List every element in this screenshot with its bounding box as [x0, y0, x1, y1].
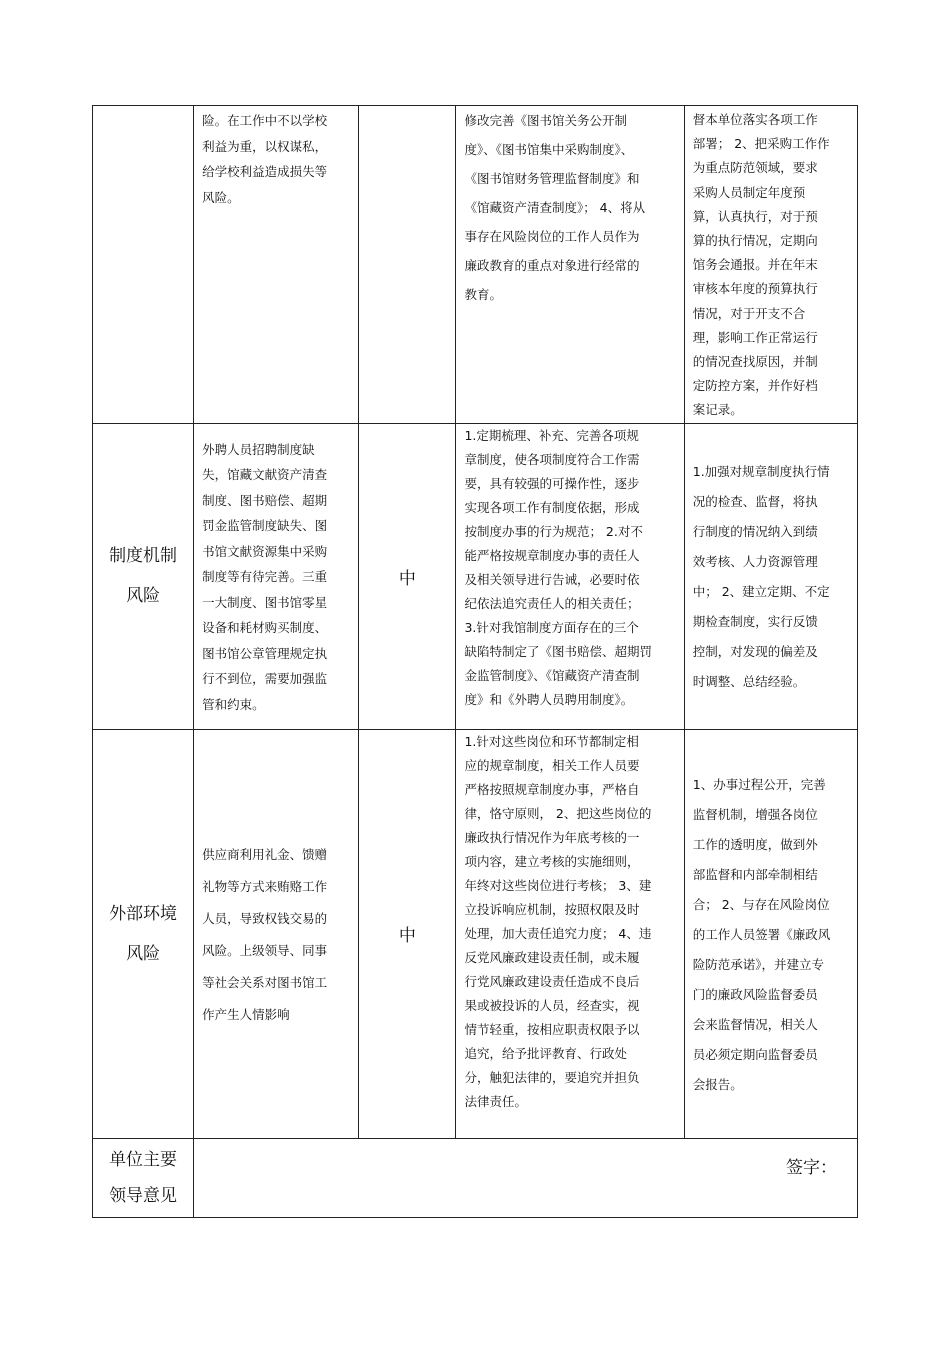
risk-description-cell — [194, 106, 359, 424]
risk-description-cell — [194, 729, 359, 1138]
leader-opinion-label: 单位主要 领导意见 — [109, 1149, 178, 1206]
prevention-measures-cell — [456, 729, 684, 1138]
risk-category-cell — [93, 106, 194, 424]
risk-level: 中 — [398, 568, 416, 589]
table-row — [93, 423, 858, 729]
prevention-measures: 修改完善《图书馆关务公开制 度》、《图书馆集中采购制度》、 《图书馆财务管理监督制度》和 《馆藏资产清查制度》； 4、将从 事存在风险岗位的工作人员作为 廉政教育的重点对象进行经常的 教育。 — [464, 113, 646, 302]
risk-level-cell — [359, 423, 456, 729]
control-measures-cell — [684, 729, 857, 1138]
table-row — [93, 729, 858, 1138]
risk-control-table — [92, 105, 858, 1218]
control-measures: 1、办事过程公开，完善 监督机制，增强各岗位 工作的透明度，做到外 部监督和内部牵制相结 合； 2、与存在风险岗位 的工作人员签署《廉政风 险防范承诺》，并建立专 门的廉政风险监督委员 会来监督情况，相关人 员必须定期向监督委员 会报告。 — [692, 776, 831, 1092]
control-measures: 督本单位落实各项工作 部署； 2、把采购工作作 为重点防范领域，要求 采购人员制定年度预 算，认真执行，对于预 算的执行情况，定期向 馆务会通报。并在年末 审核本年度的预算执行 情况，对于开支不合 理，影响工作正常运行 的情况查找原因，并制 定防控方案，并作好档 案记录。 — [692, 112, 830, 418]
risk-category-cell — [93, 729, 194, 1138]
risk-category: 外部环境 风险 — [109, 903, 178, 964]
risk-category-cell — [93, 423, 194, 729]
prevention-measures-cell — [456, 423, 684, 729]
risk-level: 中 — [398, 926, 416, 947]
risk-description: 险。在工作中不以学校 利益为重，以权谋私， 给学校利益造成损失等 风险。 — [202, 113, 328, 205]
table-row — [93, 106, 858, 424]
risk-description: 供应商利用礼金、馈赠 礼物等方式来贿赂工作 人员，导致权钱交易的 风险。上级领导、同事 等社会关系对图书馆工 作产生人情影响 — [202, 846, 328, 1022]
control-measures: 1.加强对规章制度执行情 况的检查、监督，将执 行制度的情况纳入到绩 效考核、人力资源管理 中； 2、建立定期、不定 期检查制度，实行反馈 控制，对发现的偏差及 时调整、总结经验。 — [692, 464, 830, 690]
signature-label: 签字： — [786, 1157, 837, 1178]
leader-opinion-label-cell — [93, 1138, 194, 1217]
risk-description-cell — [194, 423, 359, 729]
control-measures-cell — [684, 423, 857, 729]
risk-level-cell — [359, 106, 456, 424]
risk-level-cell — [359, 729, 456, 1138]
risk-description: 外聘人员招聘制度缺 失，馆藏文献资产清查 制度、图书赔偿、超期 罚金监管制度缺失、图 书馆文献资源集中采购 制度等有待完善。三重 一大制度、图书馆零星 设备和耗材购买制度、 图书馆公章管理规定执 行不到位，需要加强监 管和约束。 — [202, 441, 328, 712]
risk-category: 制度机制 风险 — [109, 546, 178, 607]
prevention-measures: 1.针对这些岗位和环节都制定相 应的规章制度，相关工作人员要 严格按照规章制度办事，严格自 律，恪守原则， 2、把这些岗位的 廉政执行情况作为年底考核的一 项内容，建立考核的实施细则， 年终对这些岗位进行考核； 3、建 立投诉响应机制，按照权限及时 处理，加大责任追究力度； 4、违 反党风廉政建设责任制，或未履 行党风廉政建设责任造成不良后 果或被投诉的人员，经查实，视 情节轻重，按相应职责权限予以 追究，给予批评教育、行政处 分，触犯法律的，要追究并担负 法律责任。 — [464, 733, 652, 1109]
leader-opinion-field[interactable] — [194, 1138, 858, 1217]
prevention-measures-cell — [456, 106, 684, 424]
control-measures-cell — [684, 106, 857, 424]
prevention-measures: 1.定期梳理、补充、完善各项规 章制度，使各项制度符合工作需 要，具有较强的可操作性，逐步 实现各项工作有制度依据，形成 按制度办事的行为规范； 2.对不 能严格按规章制度办事的责任人 及相关领导进行告诫，必要时依 纪依法追究责任人的相关责任； 3.针对我馆制度方面存在的三个 缺陷特制定了《图书赔偿、超期罚 金监管制度》、《馆藏资产清查制 度》和《外聘人员聘用制度》。 — [464, 427, 652, 707]
leader-opinion-row — [93, 1138, 858, 1217]
